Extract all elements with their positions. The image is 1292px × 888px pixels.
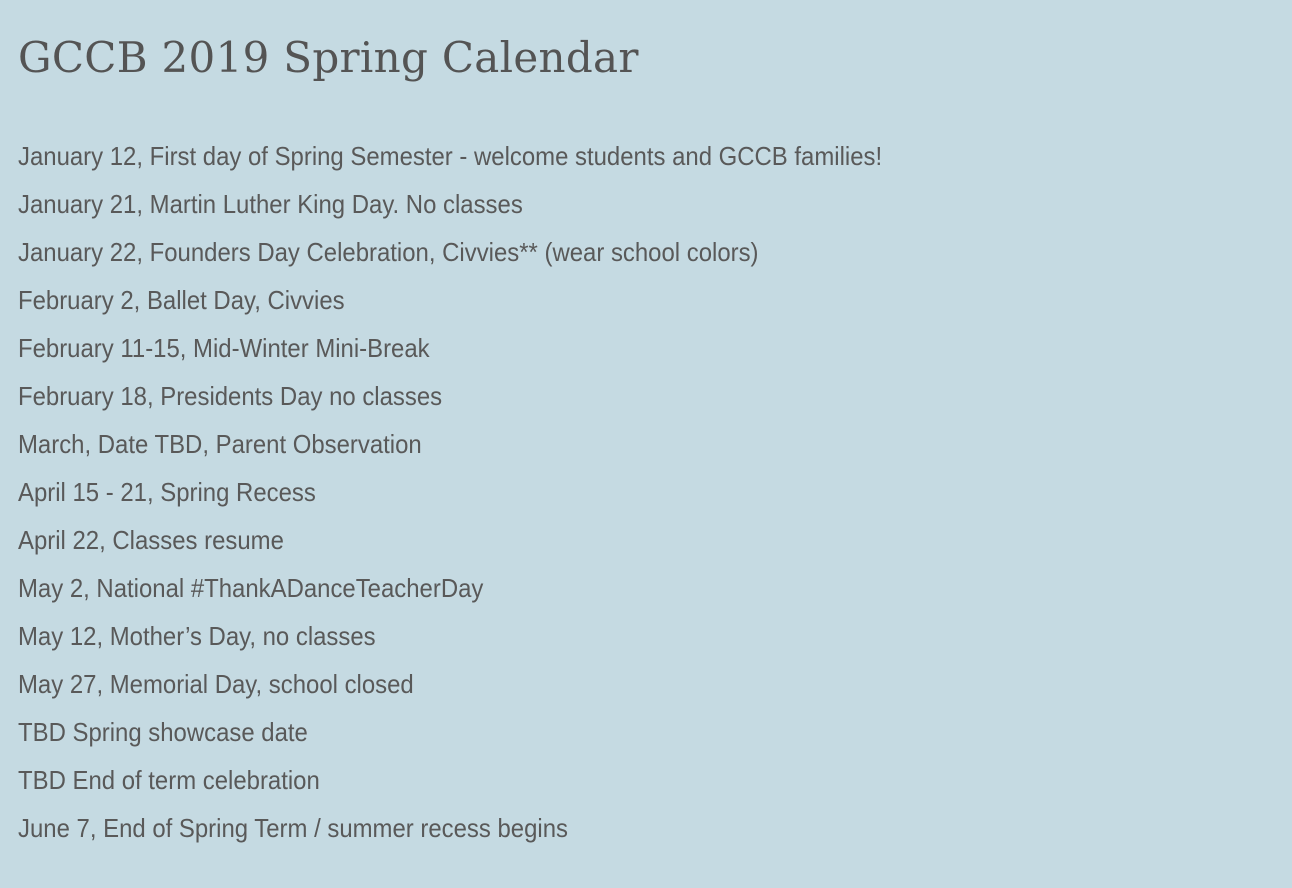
event-item: April 15 - 21, Spring Recess [18, 477, 316, 507]
event-item: February 11-15, Mid-Winter Mini-Break [18, 333, 430, 363]
event-item: January 21, Martin Luther King Day. No classes [18, 189, 523, 219]
event-item: January 12, First day of Spring Semester - welcome students and GCCB families! [18, 141, 883, 171]
event-item: February 18, Presidents Day no classes [18, 381, 443, 411]
event-item: March, Date TBD, Parent Observation [18, 429, 422, 459]
event-item: TBD Spring showcase date [18, 717, 308, 747]
event-list [18, 132, 957, 852]
event-item: May 12, Mother’s Day, no classes [18, 621, 376, 651]
event-item: June 7, End of Spring Term / summer recess begins [18, 813, 568, 843]
event-item: May 27, Memorial Day, school closed [18, 669, 414, 699]
page-title: GCCB 2019 Spring Calendar [18, 33, 639, 82]
event-item: January 22, Founders Day Celebration, Civvies** (wear school colors) [18, 237, 759, 267]
event-item: May 2, National #ThankADanceTeacherDay [18, 573, 484, 603]
event-item: April 22, Classes resume [18, 525, 284, 555]
event-item: February 2, Ballet Day, Civvies [18, 285, 345, 315]
event-item: TBD End of term celebration [18, 765, 320, 795]
